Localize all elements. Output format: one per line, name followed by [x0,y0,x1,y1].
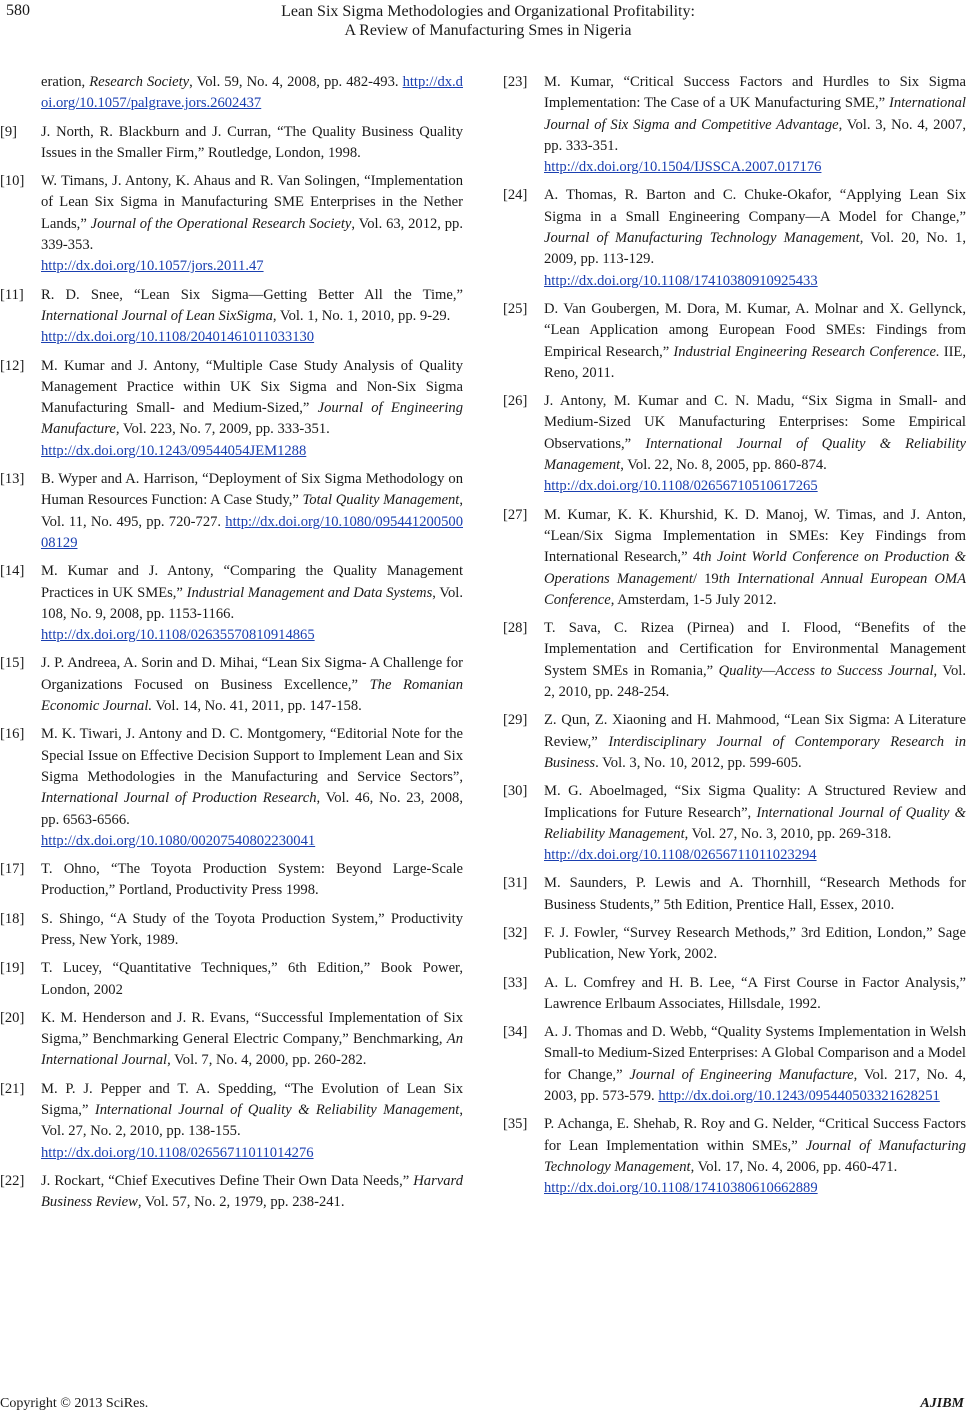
reference-text-segment: , Vol. 17, No. 4, 2006, pp. 460-471. [690,1158,898,1175]
reference-text-segment: , Vol. 59, No. 4, 2008, pp. 482-493. [189,74,403,90]
reference-source-italic: An International Journal [41,1031,463,1069]
reference-source-italic: International Journal of Lean SixSigma [41,307,273,324]
reference-source-italic: International Journal of Production Research [41,790,317,807]
reference-source-italic: The Romanian Economic Journal. [41,676,463,715]
reference-text-segment: M. P. J. Pepper and T. A. Spedding, “The Evolution of Lean Six Sigma,” [41,1080,463,1119]
running-title-line-1: Lean Six Sigma Methodologies and Organizational Profitability: [281,3,695,20]
reference-number: [27] [503,506,528,523]
page-footer [0,1392,968,1414]
reference-text-segment: . Vol. 3, No. 10, 2012, pp. 599-605. [595,754,802,771]
reference-entry [0,356,463,462]
reference-source-italic: Journal of Manufacturing Technology Management [544,230,860,247]
doi-link[interactable]: http://dx.doi.org/10.1108/20401461011033130 [41,329,315,346]
reference-text-segment: M. Kumar, K. K. Khurshid, K. D. Manoj, W. Timas, and J. Anton, “Lean/Six Sigma Implementation in SMEs: Key Findings from International Research,” 4 [544,506,966,566]
references-left-column [0,72,463,1221]
reference-entry [0,469,463,554]
reference-entry [503,923,966,966]
reference-text-segment: , Vol. 20, No. 1, 2009, pp. 113-129. [544,230,966,268]
reference-entry [0,122,463,165]
reference-number: [35] [503,1116,528,1133]
reference-number: [19] [0,960,25,977]
reference-number: [18] [0,910,25,927]
reference-number: [24] [503,187,528,204]
reference-text-segment: J. Antony, M. Kumar and C. N. Madu, “Six Sigma in Small- and Medium-Sized UK Manufacturing Enterprises: Some Empirical Observations,” [544,393,966,452]
reference-entry [503,1114,966,1199]
reference-source-italic: Quality—Access to Success Journal [718,662,934,679]
reference-text [41,911,463,948]
doi-link[interactable]: http://dx.doi.org/10.1108/02656711011023294 [544,847,817,864]
reference-entry [0,724,463,852]
reference-entry [503,72,966,178]
reference-entry [0,1008,463,1072]
doi-link[interactable]: http://dx.doi.org/10.1108/02656710510617265 [544,478,818,495]
reference-entry [0,1079,463,1164]
reference-number: [23] [503,74,528,90]
reference-number: [31] [503,875,528,892]
reference-number: [9] [0,123,18,140]
reference-text-segment: , Vol. 223, No. 7, 2009, pp. 333-351. [115,421,330,438]
reference-text [544,507,966,608]
running-title [0,2,968,40]
reference-text [41,358,463,438]
reference-text-segment: J. Rockart, “Chief Executives Define Their Own Data Needs,” [41,1172,414,1189]
reference-text-segment: F. J. Fowler, “Survey Research Methods,” 3rd Edition, London,” Sage Publication, New York, 2002. [544,924,966,963]
reference-text-segment: A. L. Comfrey and H. B. Lee, “A First Course in Factor Analysis,” Lawrence Erlbaum Associates, Hillsdale, 1992. [544,974,966,1012]
reference-text-segment: / 19 [692,570,719,587]
reference-source-italic: Total Quality Management [302,492,460,509]
reference-text-segment: Z. Qun, Z. Xiaoning and H. Mahmood, “Lean Six Sigma: A Literature Review,” [544,712,966,750]
reference-text-segment: , Vol. 108, No. 9, 2008, pp. 1153-1166. [41,584,463,622]
reference-text-segment: , Vol. 63, 2012, pp. 339-353. [41,215,463,254]
doi-link[interactable]: http://dx.doi.org/10.1057/jors.2011.47 [41,258,264,275]
reference-text-segment: T. Ohno, “The Toyota Production System: Beyond Large-Scale Production,” Portland, Productivity Press 1998. [41,861,463,899]
reference-text-segment: , Amsterdam, 1-5 July 2012. [610,591,777,608]
reference-text [544,620,966,700]
reference-text [41,563,463,622]
reference-text-segment: Vol. 14, No. 41, 2011, pp. 147-158. [152,698,362,715]
reference-text-segment: , Vol. 217, No. 4, 2003, pp. 573-579. [544,1066,966,1105]
reference-source-italic: International Journal of Quality & Reliability Management [94,1102,460,1119]
reference-number: [17] [0,861,25,878]
reference-entry [503,618,966,703]
reference-entry [503,1022,966,1107]
reference-number: [33] [503,974,528,991]
reference-text-segment: S. Shingo, “A Study of the Toyota Production System,” Productivity Press, New York, 1989. [41,910,463,948]
reference-text-segment: P. Achanga, E. Shehab, R. Roy and G. Nelder, “Critical Success Factors for Lean Implementation within SMEs,” [544,1116,966,1154]
reference-text [41,173,463,253]
reference-text [41,1173,463,1210]
reference-text-segment: M. K. Tiwari, J. Antony and D. C. Montgomery, “Editorial Note for the Special Issue on Effective Decision Support to Implement Lean and Six Sigma Methodologies in the Manufacturing and Service Sectors”, [41,726,463,785]
reference-text-segment: M. Kumar and J. Antony, “Comparing the Quality Management Practices in UK SMEs,” [41,563,463,601]
journal-abbrev: AJIBM [920,1396,964,1411]
reference-number: [21] [0,1080,25,1097]
reference-text-segment: T. Lucey, “Quantitative Techniques,” 6th Edition,” Book Power, London, 2002 [41,960,463,998]
reference-text-segment: , Vol. 57, No. 2, 1979, pp. 238-241. [137,1194,345,1211]
reference-entry [503,299,966,384]
reference-text [544,975,966,1012]
reference-text [544,393,966,473]
reference-text [544,925,966,962]
reference-text-segment: B. Wyper and A. Harrison, “Deployment of Six Sigma Methodology on Human Resources Function: A Case Study,” [41,471,463,509]
doi-link[interactable]: http://dx.doi.org/10.1080/00207540802230041 [41,832,316,849]
reference-entry [0,171,463,277]
reference-number: [15] [0,655,25,672]
reference-number: [34] [503,1024,528,1041]
reference-entry [0,909,463,952]
reference-number: [25] [503,300,528,317]
doi-link[interactable]: http://dx.doi.org/10.1108/17410380910925433 [544,272,818,289]
reference-entry [0,72,463,115]
reference-source-italic: Journal of the Operational Research Society [90,215,352,232]
reference-number: [13] [0,471,25,488]
reference-entry [0,958,463,1001]
reference-text-segment: W. Timans, J. Antony, K. Ahaus and R. Van Solingen, “Implementation of Lean Six Sigma in Manufacturing SME Enterprises in the Nether Lands,” [41,173,463,232]
reference-entry [0,859,463,902]
doi-link[interactable]: http://dx.doi.org/10.1243/09544054JEM1288 [41,442,307,459]
reference-text-segment: M. G. Aboelmaged, “Six Sigma Quality: A Structured Review and Implications for Future Research”, [544,783,966,821]
reference-text [544,712,966,771]
reference-text-segment: , Vol. 27, No. 3, 2010, pp. 269-318. [684,825,892,842]
doi-link[interactable]: http://dx.doi.org/10.1243/095440503321628251 [658,1088,940,1105]
reference-source-italic: Interdisciplinary Journal of Contemporary Research in Business [544,733,966,771]
page-number: 580 [6,2,30,19]
reference-entry [0,285,463,349]
reference-text-segment: , Vol. 27, No. 2, 2010, pp. 138-155. [41,1102,463,1140]
reference-text-segment: , Vol. 11, No. 495, pp. 720-727. [41,492,463,530]
reference-text-segment: A. J. Thomas and D. Webb, “Quality Systems Implementation in Welsh Small-to Medium-Sized Enterprises: A Global Comparison and a Model for Change,” [544,1024,966,1083]
reference-text-segment: , Vol. 22, No. 8, 2005, pp. 860-874. [620,457,827,474]
reference-text [41,287,463,324]
reference-number: [30] [503,783,528,800]
reference-text-segment: IIE, Reno, 2011. [544,343,966,381]
reference-text [41,74,403,90]
references-right-column [503,72,966,1207]
reference-entry [0,1171,463,1214]
reference-text [544,187,966,267]
reference-text-segment: , Vol. 1, No. 1, 2010, pp. 9-29. [272,307,451,324]
reference-text-segment: , Vol. 46, No. 23, 2008, pp. 6563-6566. [41,790,464,828]
reference-text-segment: T. Sava, C. Rizea (Pirnea) and I. Flood, “Benefits of the Implementation and Certification for Environmental Management System SMEs in Romania,” [544,620,966,679]
reference-source-italic: International Journal of Quality & Reliability Management [544,804,966,842]
doi-link[interactable]: http://dx.doi.org/10.1057/palgrave.jors.2602437 [41,74,463,112]
doi-link[interactable]: http://dx.doi.org/10.1108/02656711011014276 [41,1144,314,1161]
reference-text-segment: J. P. Andreea, A. Sorin and D. Mihai, “Lean Six Sigma- A Challenge for Organizations Focused on Business Excellence,” [41,655,463,693]
reference-entry [503,710,966,774]
running-title-line-2: A Review of Manufacturing Smes in Nigeria [344,22,632,39]
reference-text-segment: eration, [41,74,90,90]
reference-source-italic: Journal of Engineering Manufacture [41,400,463,438]
reference-text [41,1081,463,1140]
reference-text-segment: A. Thomas, R. Barton and C. Chuke-Okafor, “Applying Lean Six Sigma in a Small Engineering Company—A Model for Change,” [544,187,966,225]
reference-number: [22] [0,1172,25,1189]
reference-source-italic: Journal of Manufacturing Technology Management [544,1137,966,1175]
reference-text-segment: K. M. Henderson and J. R. Evans, “Successful Implementation of Six Sigma,” Benchmarking General Electric Company,” Benchmarking, [41,1009,463,1048]
doi-link[interactable]: http://dx.doi.org/10.1108/17410380610662889 [544,1180,818,1197]
reference-number: [32] [503,924,528,941]
doi-link[interactable]: http://dx.doi.org/10.1108/02635570810914865 [41,627,315,644]
reference-entry [503,781,966,866]
reference-text [41,655,463,714]
reference-source-italic: th International Annual European OMA Conference [544,570,966,608]
reference-number: [12] [0,357,25,374]
copyright-notice: Copyright © 2013 SciRes. [0,1396,149,1411]
reference-text [41,124,463,161]
reference-entry [0,561,463,646]
reference-source-italic: Research Society [89,74,190,90]
page-header [0,0,968,40]
reference-text-segment: M. Kumar, “Critical Success Factors and Hurdles to Six Sigma Implementation: The Case of a UK Manufacturing SME,” [544,74,966,112]
reference-source-italic: th Joint World Conference on Production & Operations Management [544,549,966,587]
reference-number: [14] [0,563,25,580]
reference-entry [503,873,966,916]
reference-text [544,783,966,842]
reference-source-italic: International Journal of Six Sigma and Competitive Advantage [544,95,966,133]
reference-number: [10] [0,173,25,190]
reference-text [41,960,463,997]
reference-text-segment: J. North, R. Blackburn and J. Curran, “The Quality Business Quality Issues in the Smaller Firm,” Routledge, London, 1998. [41,123,463,161]
reference-text-segment: R. D. Snee, “Lean Six Sigma—Getting Better All the Time,” [41,286,463,303]
doi-link[interactable]: http://dx.doi.org/10.1504/IJSSCA.2007.017176 [544,159,822,176]
reference-number: [11] [0,286,24,303]
reference-text [41,861,463,898]
reference-source-italic: Harvard Business Review [41,1172,463,1211]
reference-text-segment: D. Van Goubergen, M. Dora, M. Kumar, A. Molnar and X. Gellynck, “Lean Application among European Food SMEs: Findings from Empirical Research,” [544,300,966,360]
reference-number: [28] [503,620,528,637]
reference-number: [16] [0,726,25,743]
reference-source-italic: Industrial Management and Data Systems [186,584,433,601]
doi-link[interactable]: http://dx.doi.org/10.1080/09544120050008129 [41,513,463,551]
reference-number: [29] [503,712,528,729]
reference-text-segment: , Vol. 3, No. 4, 2007, pp. 333-351. [544,116,966,154]
reference-text [544,74,966,154]
reference-text-segment: M. Saunders, P. Lewis and A. Thornhill, “Research Methods for Business Students,” 5th Edition, Prentice Hall, Essex, 2010. [544,875,966,913]
reference-entry [503,505,966,611]
reference-text-segment: , Vol. 7, No. 4, 2000, pp. 260-282. [167,1052,367,1069]
reference-entry [503,185,966,291]
reference-source-italic: International Journal of Quality & Reliability Management [544,435,966,474]
reference-number: [20] [0,1009,25,1026]
reference-number: [26] [503,393,528,410]
reference-text-segment: M. Kumar and J. Antony, “Multiple Case Study Analysis of Quality Management Practice within UK Six Sigma and Non-Six Sigma Manufacturing Small- and Medium-Sized,” [41,357,463,417]
reference-text [544,1116,966,1175]
reference-text [41,1010,463,1069]
reference-text [544,301,966,381]
reference-source-italic: Journal of Engineering Manufacture [629,1066,854,1083]
reference-source-italic: Industrial Engineering Research Conference. [673,343,940,360]
reference-entry [503,973,966,1016]
reference-text [544,875,966,912]
reference-entry [503,391,966,497]
reference-text [41,726,463,827]
reference-text-segment: , Vol. 2, 2010, pp. 248-254. [544,662,966,701]
reference-entry [0,653,463,717]
